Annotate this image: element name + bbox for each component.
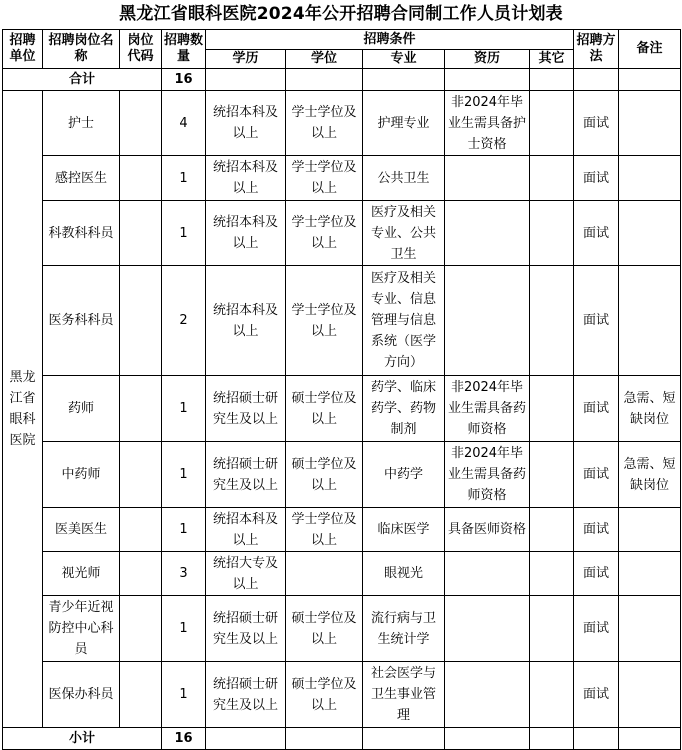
total-label: 合计 bbox=[3, 69, 162, 91]
position-cell: 中药师 bbox=[43, 442, 120, 508]
total-row bbox=[3, 69, 681, 91]
position-cell: 护士 bbox=[43, 91, 120, 156]
remarks-cell bbox=[619, 662, 681, 728]
education-cell: 统招硕士研究生及以上 bbox=[206, 376, 286, 442]
major-cell: 中药学 bbox=[363, 442, 445, 508]
remarks-cell bbox=[619, 91, 681, 156]
header-conditions: 招聘条件 bbox=[206, 30, 574, 50]
method-cell: 面试 bbox=[574, 552, 619, 596]
other-cell bbox=[530, 662, 574, 728]
subtotal-label: 小计 bbox=[3, 728, 162, 750]
table-row bbox=[3, 662, 681, 728]
education-cell: 统招本科及以上 bbox=[206, 508, 286, 552]
table-row bbox=[3, 201, 681, 266]
code-cell bbox=[120, 91, 162, 156]
qualification-cell bbox=[445, 552, 530, 596]
count-cell: 1 bbox=[162, 508, 206, 552]
major-cell: 公共卫生 bbox=[363, 156, 445, 201]
position-cell: 科教科科员 bbox=[43, 201, 120, 266]
count-cell: 1 bbox=[162, 596, 206, 662]
header-major: 专业 bbox=[363, 50, 445, 69]
code-cell bbox=[120, 201, 162, 266]
education-cell: 统招本科及以上 bbox=[206, 156, 286, 201]
count-cell: 1 bbox=[162, 376, 206, 442]
header-unit: 招聘单位 bbox=[3, 30, 43, 69]
major-cell: 药学、临床药学、药物制剂 bbox=[363, 376, 445, 442]
header-education: 学历 bbox=[206, 50, 286, 69]
remarks-cell bbox=[619, 156, 681, 201]
code-cell bbox=[120, 596, 162, 662]
education-cell: 统招本科及以上 bbox=[206, 91, 286, 156]
count-cell: 1 bbox=[162, 201, 206, 266]
unit-name: 黑龙江省眼科医院 bbox=[3, 91, 43, 728]
degree-cell: 学士学位及以上 bbox=[286, 508, 363, 552]
other-cell bbox=[530, 376, 574, 442]
qualification-cell bbox=[445, 596, 530, 662]
qualification-cell bbox=[445, 266, 530, 376]
count-cell: 1 bbox=[162, 662, 206, 728]
major-cell: 眼视光 bbox=[363, 552, 445, 596]
page-title: 黑龙江省眼科医院2024年公开招聘合同制工作人员计划表 bbox=[119, 4, 563, 24]
remarks-cell: 急需、短缺岗位 bbox=[619, 442, 681, 508]
header-position: 招聘岗位名称 bbox=[43, 30, 120, 69]
other-cell bbox=[530, 552, 574, 596]
position-cell: 医保办科员 bbox=[43, 662, 120, 728]
header-row-top bbox=[3, 30, 681, 50]
method-cell: 面试 bbox=[574, 201, 619, 266]
remarks-cell bbox=[619, 552, 681, 596]
position-cell: 药师 bbox=[43, 376, 120, 442]
major-cell: 流行病与卫生统计学 bbox=[363, 596, 445, 662]
qualification-cell: 非2024年毕业生需具备护士资格 bbox=[445, 91, 530, 156]
remarks-cell bbox=[619, 201, 681, 266]
degree-cell: 学士学位及以上 bbox=[286, 156, 363, 201]
degree-cell: 硕士学位及以上 bbox=[286, 376, 363, 442]
education-cell: 统招硕士研究生及以上 bbox=[206, 596, 286, 662]
education-cell: 统招本科及以上 bbox=[206, 201, 286, 266]
remarks-cell bbox=[619, 508, 681, 552]
major-cell: 医疗及相关专业、公共卫生 bbox=[363, 201, 445, 266]
other-cell bbox=[530, 508, 574, 552]
method-cell: 面试 bbox=[574, 508, 619, 552]
code-cell bbox=[120, 376, 162, 442]
other-cell bbox=[530, 156, 574, 201]
education-cell: 统招硕士研究生及以上 bbox=[206, 662, 286, 728]
header-qualification: 资历 bbox=[445, 50, 530, 69]
position-cell: 医美医生 bbox=[43, 508, 120, 552]
degree-cell: 硕士学位及以上 bbox=[286, 596, 363, 662]
degree-cell: 学士学位及以上 bbox=[286, 266, 363, 376]
code-cell bbox=[120, 156, 162, 201]
header-code: 岗位代码 bbox=[120, 30, 162, 69]
education-cell: 统招本科及以上 bbox=[206, 266, 286, 376]
code-cell bbox=[120, 662, 162, 728]
count-cell: 2 bbox=[162, 266, 206, 376]
method-cell: 面试 bbox=[574, 376, 619, 442]
header-remarks: 备注 bbox=[619, 30, 681, 69]
major-cell: 临床医学 bbox=[363, 508, 445, 552]
major-cell: 医疗及相关专业、信息管理与信息系统（医学方向） bbox=[363, 266, 445, 376]
total-count: 16 bbox=[162, 69, 206, 91]
major-cell: 社会医学与卫生事业管理 bbox=[363, 662, 445, 728]
table-row bbox=[3, 376, 681, 442]
header-other: 其它 bbox=[530, 50, 574, 69]
remarks-cell bbox=[619, 596, 681, 662]
position-cell: 医务科科员 bbox=[43, 266, 120, 376]
degree-cell: 硕士学位及以上 bbox=[286, 662, 363, 728]
position-cell: 视光师 bbox=[43, 552, 120, 596]
method-cell: 面试 bbox=[574, 91, 619, 156]
count-cell: 4 bbox=[162, 91, 206, 156]
qualification-cell: 非2024年毕业生需具备药师资格 bbox=[445, 442, 530, 508]
code-cell bbox=[120, 266, 162, 376]
table-row bbox=[3, 552, 681, 596]
remarks-cell: 急需、短缺岗位 bbox=[619, 376, 681, 442]
count-cell: 1 bbox=[162, 156, 206, 201]
code-cell bbox=[120, 442, 162, 508]
other-cell bbox=[530, 442, 574, 508]
code-cell bbox=[120, 552, 162, 596]
qualification-cell: 具备医师资格 bbox=[445, 508, 530, 552]
qualification-cell bbox=[445, 156, 530, 201]
method-cell: 面试 bbox=[574, 662, 619, 728]
method-cell: 面试 bbox=[574, 596, 619, 662]
degree-cell: 硕士学位及以上 bbox=[286, 442, 363, 508]
subtotal-count: 16 bbox=[162, 728, 206, 750]
degree-cell: 学士学位及以上 bbox=[286, 201, 363, 266]
degree-cell bbox=[286, 552, 363, 596]
method-cell: 面试 bbox=[574, 266, 619, 376]
count-cell: 1 bbox=[162, 442, 206, 508]
other-cell bbox=[530, 266, 574, 376]
major-cell: 护理专业 bbox=[363, 91, 445, 156]
education-cell: 统招硕士研究生及以上 bbox=[206, 442, 286, 508]
header-count: 招聘数量 bbox=[162, 30, 206, 69]
qualification-cell bbox=[445, 201, 530, 266]
table-row bbox=[3, 156, 681, 201]
table-row bbox=[3, 91, 681, 156]
recruitment-plan-table bbox=[2, 29, 681, 750]
subtotal-row bbox=[3, 728, 681, 750]
method-cell: 面试 bbox=[574, 156, 619, 201]
method-cell: 面试 bbox=[574, 442, 619, 508]
table-row bbox=[3, 266, 681, 376]
table-row bbox=[3, 596, 681, 662]
code-cell bbox=[120, 508, 162, 552]
table-row bbox=[3, 442, 681, 508]
table-row bbox=[3, 508, 681, 552]
remarks-cell bbox=[619, 266, 681, 376]
education-cell: 统招大专及以上 bbox=[206, 552, 286, 596]
header-degree: 学位 bbox=[286, 50, 363, 69]
position-cell: 感控医生 bbox=[43, 156, 120, 201]
other-cell bbox=[530, 91, 574, 156]
count-cell: 3 bbox=[162, 552, 206, 596]
position-cell: 青少年近视防控中心科员 bbox=[43, 596, 120, 662]
qualification-cell bbox=[445, 662, 530, 728]
qualification-cell: 非2024年毕业生需具备药师资格 bbox=[445, 376, 530, 442]
other-cell bbox=[530, 201, 574, 266]
header-method: 招聘方法 bbox=[574, 30, 619, 69]
other-cell bbox=[530, 596, 574, 662]
degree-cell: 学士学位及以上 bbox=[286, 91, 363, 156]
